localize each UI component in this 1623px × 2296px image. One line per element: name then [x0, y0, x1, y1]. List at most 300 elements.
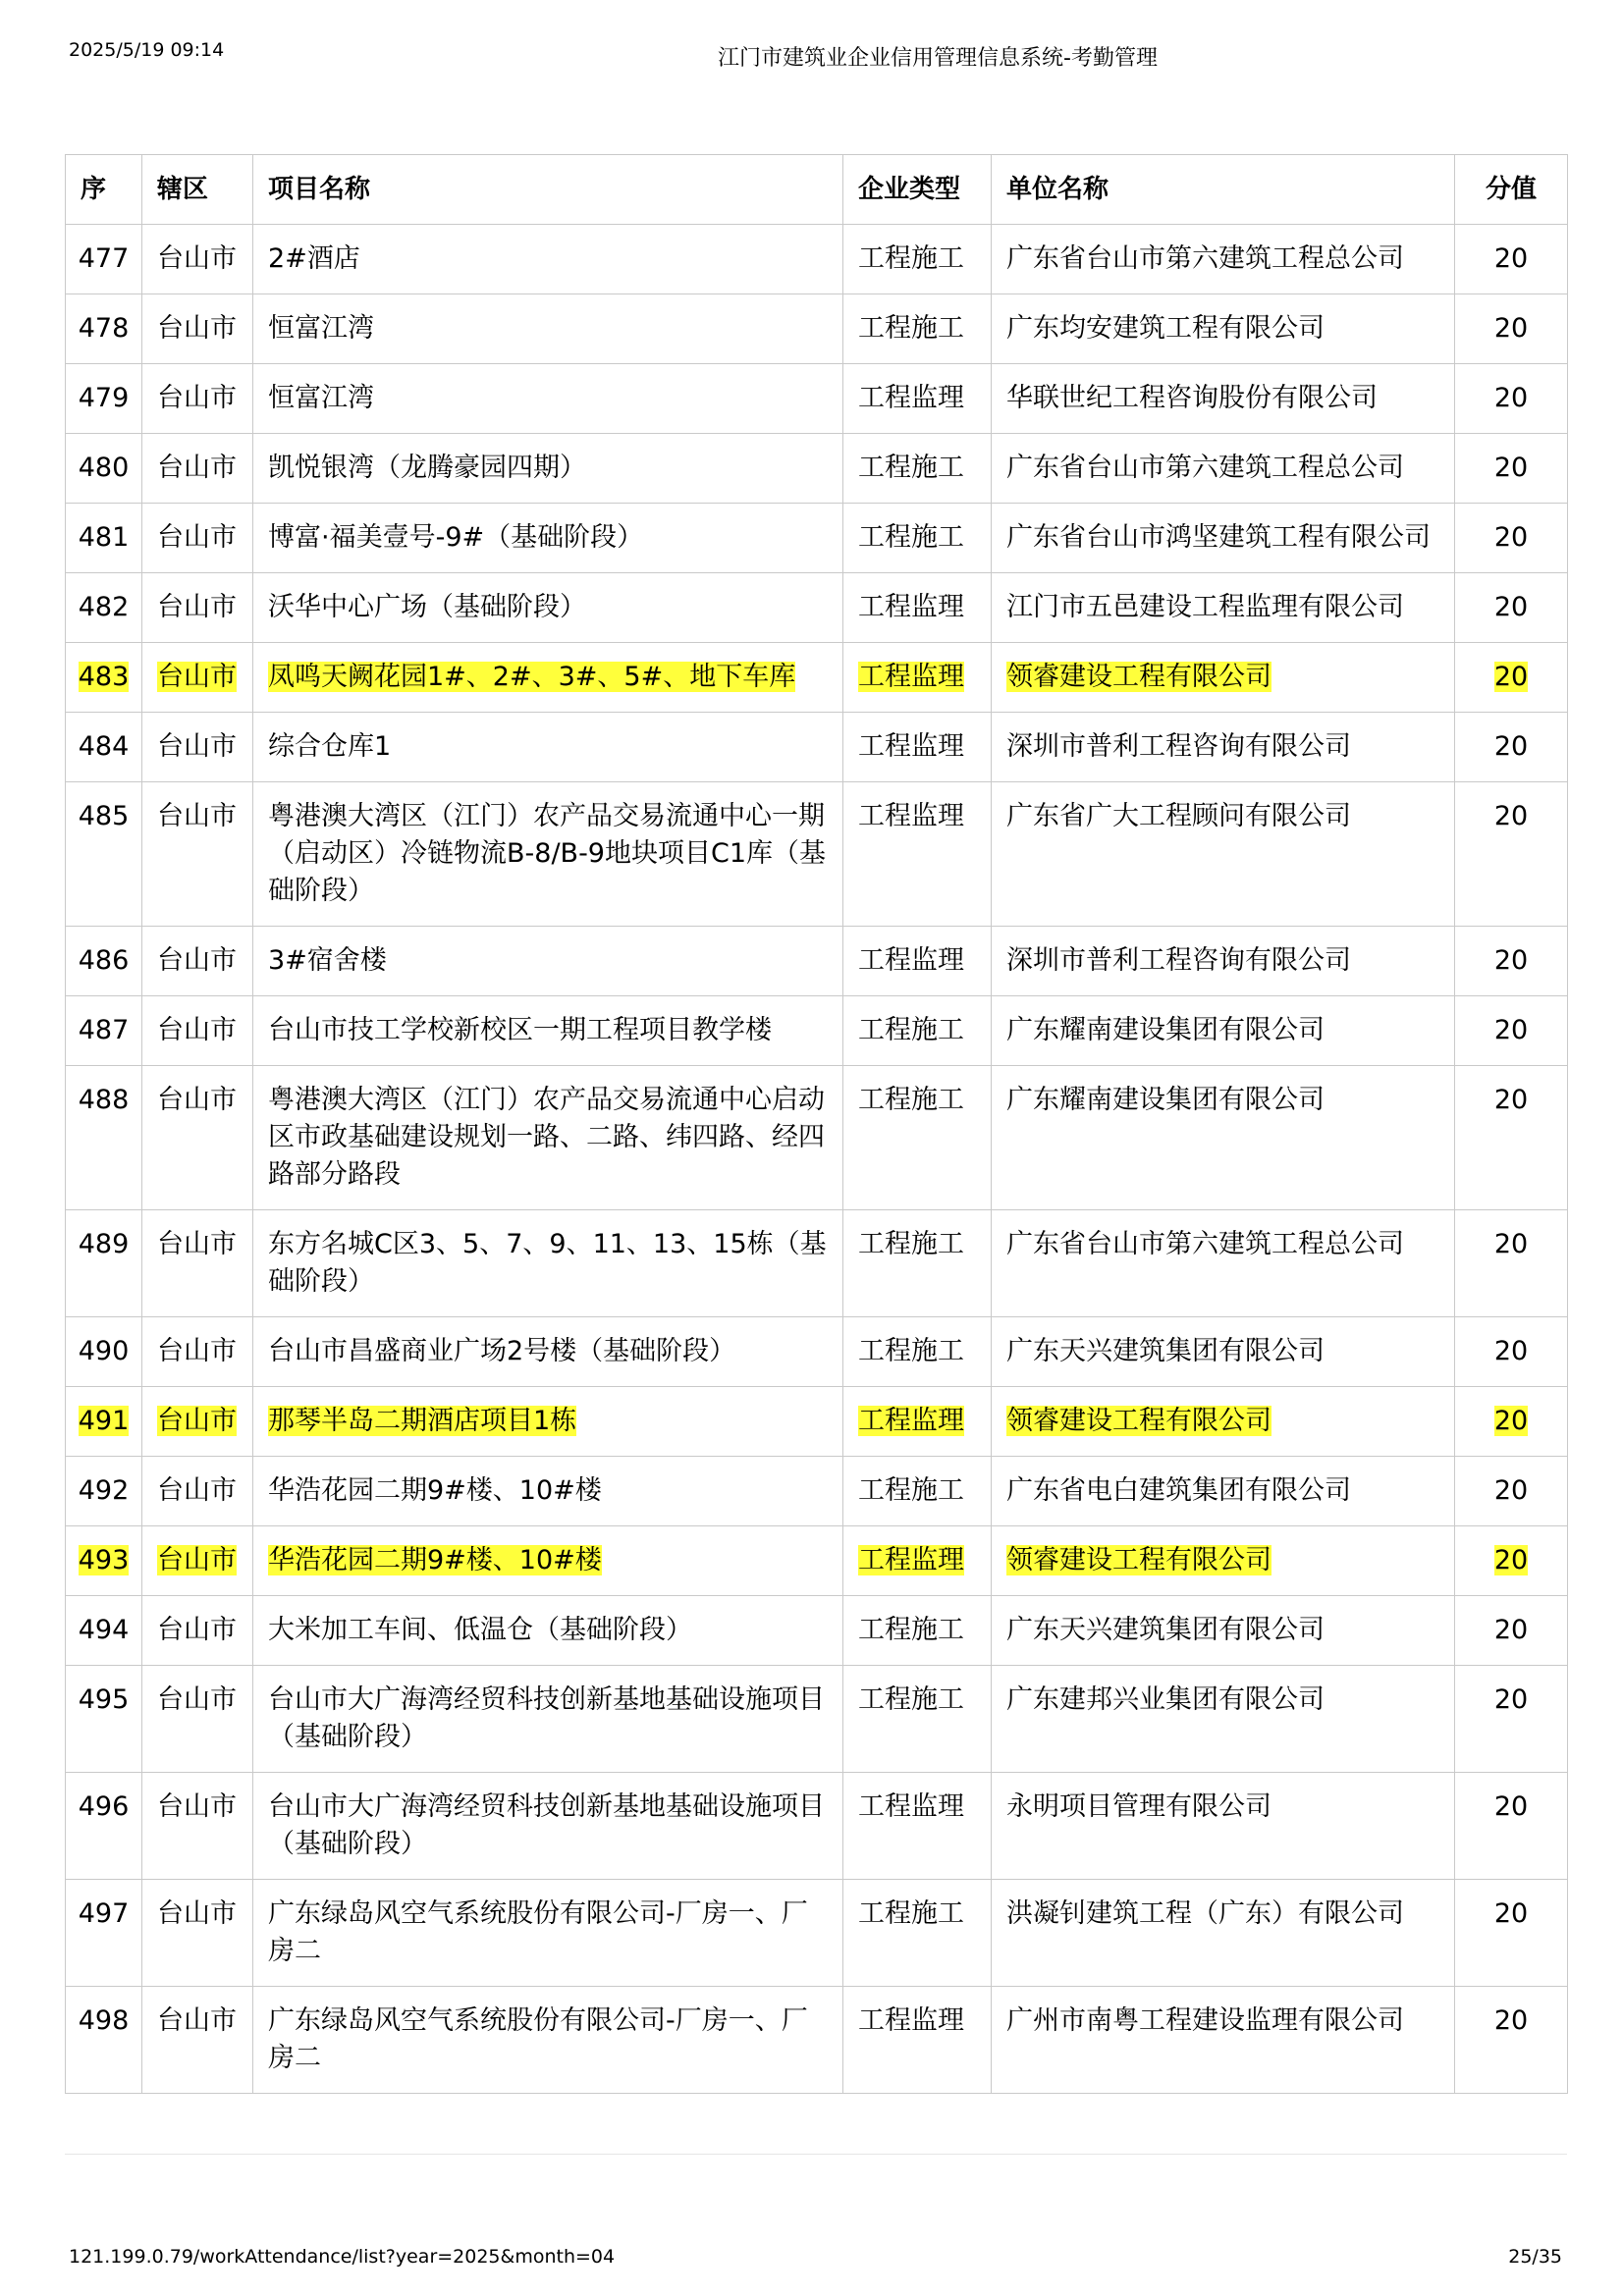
- cell-no-text: 489: [78, 1229, 130, 1259]
- footer-divider: [65, 2154, 1567, 2155]
- cell-district-text: 台山市: [157, 1336, 237, 1366]
- cell-score: [1455, 1066, 1568, 1210]
- cell-score: [1455, 1317, 1568, 1387]
- cell-type-text: 工程监理: [858, 662, 964, 692]
- cell-project: [253, 643, 843, 713]
- cell-project: [253, 1457, 843, 1526]
- cell-district: [142, 294, 253, 364]
- table-row: [66, 1526, 1568, 1596]
- cell-type-text: 工程监理: [858, 383, 964, 413]
- cell-no-text: 498: [78, 2005, 130, 2036]
- cell-no: [66, 364, 142, 434]
- cell-company: [992, 294, 1455, 364]
- cell-type: [843, 927, 992, 996]
- cell-project-text: 恒富江湾: [268, 383, 374, 413]
- cell-project-text: 沃华中心广场（基础阶段）: [268, 592, 586, 622]
- cell-score-text: 20: [1493, 592, 1529, 622]
- cell-project: [253, 1387, 843, 1457]
- column-header-no: 序: [66, 155, 142, 225]
- cell-company-text: 广东建邦兴业集团有限公司: [1006, 1684, 1325, 1715]
- cell-no-text: 497: [78, 1898, 130, 1929]
- cell-no: [66, 1210, 142, 1317]
- cell-type-text: 工程施工: [858, 1085, 964, 1115]
- cell-district: [142, 643, 253, 713]
- cell-district-text: 台山市: [157, 1898, 237, 1929]
- attendance-table: [65, 154, 1568, 2094]
- cell-score-text: 20: [1493, 243, 1529, 274]
- cell-project-text: 台山市技工学校新校区一期工程项目教学楼: [268, 1015, 772, 1045]
- cell-project: [253, 1210, 843, 1317]
- cell-company-text: 洪凝钊建筑工程（广东）有限公司: [1006, 1898, 1404, 1929]
- cell-company: [992, 1066, 1455, 1210]
- cell-district: [142, 1457, 253, 1526]
- cell-company-text: 永明项目管理有限公司: [1006, 1791, 1271, 1822]
- cell-company: [992, 364, 1455, 434]
- cell-no-text: 487: [78, 1015, 130, 1045]
- cell-project-text: 华浩花园二期9#楼、10#楼: [268, 1545, 602, 1575]
- table-row: [66, 1880, 1568, 1987]
- cell-district: [142, 1987, 253, 2094]
- cell-project: [253, 996, 843, 1066]
- cell-type-text: 工程施工: [858, 1684, 964, 1715]
- cell-score: [1455, 1596, 1568, 1666]
- cell-no-text: 491: [78, 1406, 130, 1436]
- cell-score: [1455, 1387, 1568, 1457]
- cell-project: [253, 927, 843, 996]
- cell-company: [992, 225, 1455, 294]
- table-row: [66, 364, 1568, 434]
- cell-company: [992, 782, 1455, 927]
- cell-company: [992, 1666, 1455, 1773]
- cell-company-text: 领睿建设工程有限公司: [1006, 662, 1271, 692]
- cell-project: [253, 225, 843, 294]
- cell-project-text: 综合仓库1: [268, 731, 392, 762]
- cell-district: [142, 434, 253, 504]
- cell-district: [142, 1596, 253, 1666]
- cell-type: [843, 1210, 992, 1317]
- cell-type: [843, 1666, 992, 1773]
- cell-type: [843, 504, 992, 573]
- table-row: [66, 1987, 1568, 2094]
- cell-no-text: 482: [78, 592, 130, 622]
- cell-type: [843, 1596, 992, 1666]
- cell-score-text: 20: [1493, 313, 1529, 344]
- cell-company: [992, 1773, 1455, 1880]
- cell-type: [843, 1987, 992, 2094]
- table-row: [66, 1317, 1568, 1387]
- cell-score-text: 20: [1493, 731, 1529, 762]
- table-row: [66, 504, 1568, 573]
- cell-district: [142, 225, 253, 294]
- cell-no-text: 493: [78, 1545, 130, 1575]
- cell-type: [843, 225, 992, 294]
- cell-no: [66, 1596, 142, 1666]
- cell-project: [253, 1880, 843, 1987]
- cell-score: [1455, 1210, 1568, 1317]
- cell-company-text: 广东耀南建设集团有限公司: [1006, 1015, 1325, 1045]
- cell-district: [142, 573, 253, 643]
- cell-project: [253, 1773, 843, 1880]
- cell-type: [843, 1387, 992, 1457]
- cell-project-text: 台山市大广海湾经贸科技创新基地基础设施项目（基础阶段）: [268, 1791, 825, 1859]
- cell-district-text: 台山市: [157, 383, 237, 413]
- cell-company: [992, 1880, 1455, 1987]
- cell-project-text: 粤港澳大湾区（江门）农产品交易流通中心一期（启动区）冷链物流B-8/B-9地块项目C1库（基础阶段）: [268, 801, 827, 906]
- cell-no: [66, 643, 142, 713]
- cell-company: [992, 434, 1455, 504]
- cell-score-text: 20: [1493, 1015, 1529, 1045]
- cell-company: [992, 996, 1455, 1066]
- cell-company-text: 领睿建设工程有限公司: [1006, 1545, 1271, 1575]
- table-body: [66, 225, 1568, 2094]
- cell-score-text: 20: [1493, 662, 1529, 692]
- cell-project: [253, 573, 843, 643]
- cell-district: [142, 927, 253, 996]
- cell-company-text: 深圳市普利工程咨询有限公司: [1006, 731, 1351, 762]
- cell-score: [1455, 713, 1568, 782]
- cell-no-text: 490: [78, 1336, 130, 1366]
- cell-no-text: 483: [78, 662, 130, 692]
- table-row: [66, 782, 1568, 927]
- cell-project: [253, 1317, 843, 1387]
- cell-no-text: 485: [78, 801, 130, 831]
- cell-company-text: 广东省广大工程顾问有限公司: [1006, 801, 1351, 831]
- table-row: [66, 1457, 1568, 1526]
- cell-project: [253, 782, 843, 927]
- cell-company-text: 广东耀南建设集团有限公司: [1006, 1085, 1325, 1115]
- cell-project: [253, 1066, 843, 1210]
- cell-type: [843, 996, 992, 1066]
- cell-score-text: 20: [1493, 453, 1529, 483]
- page-title: 江门市建筑业企业信用管理信息系统-考勤管理: [718, 46, 1158, 71]
- cell-project-text: 那琴半岛二期酒店项目1栋: [268, 1406, 577, 1436]
- column-header-company: 单位名称: [992, 155, 1455, 225]
- cell-district: [142, 504, 253, 573]
- cell-project-text: 广东绿岛风空气系统股份有限公司-厂房一、厂房二: [268, 1898, 808, 1966]
- cell-district: [142, 1317, 253, 1387]
- cell-company: [992, 927, 1455, 996]
- cell-score-text: 20: [1493, 1791, 1529, 1822]
- cell-no: [66, 573, 142, 643]
- cell-project-text: 粤港澳大湾区（江门）农产品交易流通中心启动区市政基础建设规划一路、二路、纬四路、经四路部分路段: [268, 1085, 825, 1190]
- cell-company-text: 广东省台山市鸿坚建筑工程有限公司: [1006, 522, 1431, 553]
- cell-score: [1455, 434, 1568, 504]
- cell-company-text: 广东天兴建筑集团有限公司: [1006, 1336, 1325, 1366]
- cell-project: [253, 434, 843, 504]
- table-row: [66, 1666, 1568, 1773]
- cell-project: [253, 713, 843, 782]
- cell-score: [1455, 1457, 1568, 1526]
- cell-no-text: 477: [78, 243, 130, 274]
- cell-score-text: 20: [1493, 522, 1529, 553]
- cell-no: [66, 1773, 142, 1880]
- cell-district: [142, 1387, 253, 1457]
- cell-project-text: 2#酒店: [268, 243, 360, 274]
- cell-type: [843, 1317, 992, 1387]
- table-row: [66, 1596, 1568, 1666]
- cell-district-text: 台山市: [157, 243, 237, 274]
- cell-company: [992, 1987, 1455, 2094]
- cell-project-text: 博富·福美壹号-9#（基础阶段）: [268, 522, 644, 553]
- cell-score: [1455, 1987, 1568, 2094]
- cell-no-text: 488: [78, 1085, 130, 1115]
- cell-district-text: 台山市: [157, 1229, 237, 1259]
- cell-company-text: 深圳市普利工程咨询有限公司: [1006, 945, 1351, 976]
- cell-score-text: 20: [1493, 945, 1529, 976]
- cell-type: [843, 434, 992, 504]
- cell-district-text: 台山市: [157, 522, 237, 553]
- cell-no: [66, 1880, 142, 1987]
- cell-district-text: 台山市: [157, 1545, 237, 1575]
- cell-company-text: 江门市五邑建设工程监理有限公司: [1006, 592, 1404, 622]
- cell-type-text: 工程监理: [858, 2005, 964, 2036]
- cell-district-text: 台山市: [157, 1015, 237, 1045]
- cell-no-text: 492: [78, 1475, 130, 1506]
- cell-district: [142, 1880, 253, 1987]
- cell-project: [253, 1596, 843, 1666]
- cell-type: [843, 782, 992, 927]
- cell-district-text: 台山市: [157, 731, 237, 762]
- cell-company: [992, 1317, 1455, 1387]
- column-header-score: 分值: [1455, 155, 1568, 225]
- cell-no-text: 495: [78, 1684, 130, 1715]
- column-header-district: 辖区: [142, 155, 253, 225]
- cell-score-text: 20: [1493, 1336, 1529, 1366]
- table-row: [66, 1210, 1568, 1317]
- page-url: 121.199.0.79/workAttendance/list?year=2025&month=04: [69, 2246, 616, 2268]
- cell-type: [843, 1066, 992, 1210]
- cell-district-text: 台山市: [157, 1684, 237, 1715]
- cell-company-text: 广东省台山市第六建筑工程总公司: [1006, 1229, 1404, 1259]
- cell-score: [1455, 504, 1568, 573]
- table-row: [66, 1387, 1568, 1457]
- cell-project-text: 台山市昌盛商业广场2号楼（基础阶段）: [268, 1336, 736, 1366]
- cell-type: [843, 713, 992, 782]
- cell-company-text: 广东省电白建筑集团有限公司: [1006, 1475, 1351, 1506]
- cell-no-text: 494: [78, 1615, 130, 1645]
- cell-project-text: 凯悦银湾（龙腾豪园四期）: [268, 453, 586, 483]
- cell-company-text: 领睿建设工程有限公司: [1006, 1406, 1271, 1436]
- cell-no: [66, 1066, 142, 1210]
- cell-no: [66, 1317, 142, 1387]
- cell-type-text: 工程施工: [858, 1336, 964, 1366]
- cell-type: [843, 573, 992, 643]
- cell-score-text: 20: [1493, 1475, 1529, 1506]
- cell-type-text: 工程监理: [858, 592, 964, 622]
- page-number: 25/35: [1508, 2246, 1562, 2268]
- cell-type: [843, 1880, 992, 1987]
- cell-score: [1455, 573, 1568, 643]
- cell-district: [142, 1210, 253, 1317]
- cell-district-text: 台山市: [157, 313, 237, 344]
- cell-type-text: 工程施工: [858, 1898, 964, 1929]
- column-header-type: 企业类型: [843, 155, 992, 225]
- cell-company: [992, 573, 1455, 643]
- cell-score-text: 20: [1493, 1898, 1529, 1929]
- cell-company-text: 广东均安建筑工程有限公司: [1006, 313, 1325, 344]
- cell-type: [843, 294, 992, 364]
- cell-project-text: 华浩花园二期9#楼、10#楼: [268, 1475, 602, 1506]
- cell-type: [843, 1526, 992, 1596]
- cell-type-text: 工程施工: [858, 453, 964, 483]
- cell-district: [142, 1526, 253, 1596]
- cell-no-text: 479: [78, 383, 130, 413]
- cell-district: [142, 782, 253, 927]
- cell-project: [253, 294, 843, 364]
- cell-no: [66, 504, 142, 573]
- cell-project: [253, 1987, 843, 2094]
- cell-score-text: 20: [1493, 1545, 1529, 1575]
- cell-type: [843, 643, 992, 713]
- cell-score: [1455, 294, 1568, 364]
- cell-project: [253, 1526, 843, 1596]
- cell-district: [142, 364, 253, 434]
- cell-no-text: 478: [78, 313, 130, 344]
- cell-company: [992, 1596, 1455, 1666]
- cell-district-text: 台山市: [157, 1406, 237, 1436]
- cell-score: [1455, 1526, 1568, 1596]
- cell-type-text: 工程监理: [858, 801, 964, 831]
- table-row: [66, 573, 1568, 643]
- cell-project-text: 凤鸣天阙花园1#、2#、3#、5#、地下车库: [268, 662, 796, 692]
- cell-project-text: 台山市大广海湾经贸科技创新基地基础设施项目（基础阶段）: [268, 1684, 825, 1752]
- cell-type: [843, 1773, 992, 1880]
- cell-score-text: 20: [1493, 383, 1529, 413]
- cell-score: [1455, 364, 1568, 434]
- cell-score: [1455, 643, 1568, 713]
- cell-no: [66, 434, 142, 504]
- cell-project-text: 东方名城C区3、5、7、9、11、13、15栋（基础阶段）: [268, 1229, 827, 1297]
- table-row: [66, 225, 1568, 294]
- cell-no-text: 484: [78, 731, 130, 762]
- cell-no: [66, 225, 142, 294]
- cell-company: [992, 643, 1455, 713]
- cell-district: [142, 1066, 253, 1210]
- cell-district-text: 台山市: [157, 1615, 237, 1645]
- cell-no: [66, 294, 142, 364]
- cell-district: [142, 1666, 253, 1773]
- table-row: [66, 927, 1568, 996]
- cell-no: [66, 996, 142, 1066]
- print-datetime: 2025/5/19 09:14: [69, 39, 225, 61]
- cell-score-text: 20: [1493, 1615, 1529, 1645]
- cell-type-text: 工程监理: [858, 1406, 964, 1436]
- cell-no-text: 486: [78, 945, 130, 976]
- cell-score-text: 20: [1493, 801, 1529, 831]
- cell-score: [1455, 782, 1568, 927]
- cell-project: [253, 1666, 843, 1773]
- cell-type-text: 工程施工: [858, 243, 964, 274]
- cell-company-text: 华联世纪工程咨询股份有限公司: [1006, 383, 1378, 413]
- column-header-project: 项目名称: [253, 155, 843, 225]
- cell-score-text: 20: [1493, 1085, 1529, 1115]
- cell-project-text: 广东绿岛风空气系统股份有限公司-厂房一、厂房二: [268, 2005, 808, 2073]
- cell-project: [253, 504, 843, 573]
- cell-score: [1455, 1666, 1568, 1773]
- cell-project-text: 3#宿舍楼: [268, 945, 387, 976]
- cell-district: [142, 1773, 253, 1880]
- cell-score: [1455, 996, 1568, 1066]
- cell-type: [843, 364, 992, 434]
- cell-district: [142, 996, 253, 1066]
- cell-score: [1455, 1880, 1568, 1987]
- cell-score-text: 20: [1493, 2005, 1529, 2036]
- cell-type-text: 工程监理: [858, 945, 964, 976]
- cell-type-text: 工程施工: [858, 522, 964, 553]
- cell-type-text: 工程施工: [858, 313, 964, 344]
- cell-company: [992, 1387, 1455, 1457]
- table-row: [66, 434, 1568, 504]
- cell-district-text: 台山市: [157, 945, 237, 976]
- cell-type-text: 工程施工: [858, 1475, 964, 1506]
- cell-district-text: 台山市: [157, 801, 237, 831]
- cell-district-text: 台山市: [157, 592, 237, 622]
- cell-company: [992, 713, 1455, 782]
- table-row: [66, 713, 1568, 782]
- cell-no: [66, 782, 142, 927]
- cell-district-text: 台山市: [157, 1085, 237, 1115]
- table-row: [66, 996, 1568, 1066]
- table-row: [66, 294, 1568, 364]
- cell-no: [66, 1457, 142, 1526]
- cell-company-text: 广东天兴建筑集团有限公司: [1006, 1615, 1325, 1645]
- cell-no-text: 496: [78, 1791, 130, 1822]
- cell-company: [992, 1210, 1455, 1317]
- cell-score-text: 20: [1493, 1684, 1529, 1715]
- cell-district-text: 台山市: [157, 662, 237, 692]
- cell-no: [66, 713, 142, 782]
- table-row: [66, 1066, 1568, 1210]
- cell-project-text: 恒富江湾: [268, 313, 374, 344]
- cell-type-text: 工程施工: [858, 1015, 964, 1045]
- cell-score-text: 20: [1493, 1406, 1529, 1436]
- cell-no-text: 480: [78, 453, 130, 483]
- cell-no: [66, 927, 142, 996]
- cell-district-text: 台山市: [157, 2005, 237, 2036]
- cell-no: [66, 1526, 142, 1596]
- cell-no: [66, 1987, 142, 2094]
- cell-company: [992, 1457, 1455, 1526]
- cell-score: [1455, 927, 1568, 996]
- cell-district-text: 台山市: [157, 1475, 237, 1506]
- cell-district-text: 台山市: [157, 453, 237, 483]
- cell-type-text: 工程施工: [858, 1615, 964, 1645]
- cell-score: [1455, 1773, 1568, 1880]
- cell-type: [843, 1457, 992, 1526]
- cell-no-text: 481: [78, 522, 130, 553]
- cell-type-text: 工程监理: [858, 731, 964, 762]
- cell-type-text: 工程监理: [858, 1545, 964, 1575]
- cell-no: [66, 1666, 142, 1773]
- table-header-row: [66, 155, 1568, 225]
- cell-type-text: 工程监理: [858, 1791, 964, 1822]
- cell-score: [1455, 225, 1568, 294]
- table-row: [66, 1773, 1568, 1880]
- cell-company: [992, 504, 1455, 573]
- cell-project-text: 大米加工车间、低温仓（基础阶段）: [268, 1615, 692, 1645]
- cell-project: [253, 364, 843, 434]
- cell-company-text: 广州市南粤工程建设监理有限公司: [1006, 2005, 1404, 2036]
- cell-company-text: 广东省台山市第六建筑工程总公司: [1006, 243, 1404, 274]
- table-row: [66, 643, 1568, 713]
- cell-type-text: 工程施工: [858, 1229, 964, 1259]
- cell-company: [992, 1526, 1455, 1596]
- cell-district-text: 台山市: [157, 1791, 237, 1822]
- cell-score-text: 20: [1493, 1229, 1529, 1259]
- cell-district: [142, 713, 253, 782]
- cell-no: [66, 1387, 142, 1457]
- cell-company-text: 广东省台山市第六建筑工程总公司: [1006, 453, 1404, 483]
